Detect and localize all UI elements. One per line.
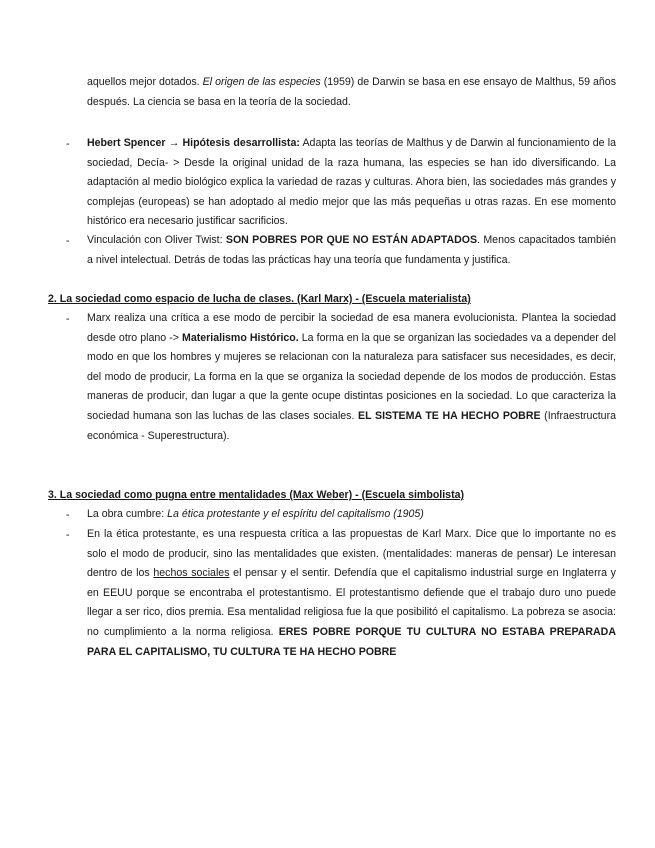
paragraph-text: (Infraestructura económica - Superestructura).	[87, 409, 616, 442]
book-title: El origen de las especies	[202, 76, 321, 88]
paragraph-text: Adapta las teorías de Malthus y de Darwin al funcionamiento de la sociedad, Decía- > Desde la original unidad de la raza humana, las especies se han ido diversificando. La adaptación al medio biológico explica la variedad de razas y culturas. Ahora bien, las sociedades más grandes y complejas (europeas) se han adoptado al medio mejor que las más pequeñas u otras razas. En ese momento histórico era necesario justificar sacrificios.	[87, 137, 616, 228]
cumbre-paragraph	[87, 505, 616, 525]
paragraph-text: La obra cumbre:	[87, 508, 168, 520]
twist-paragraph	[87, 231, 616, 270]
bullet-marker: -	[66, 313, 70, 325]
marx-paragraph	[87, 309, 616, 446]
paragraph-text: En la ética protestante, es una respuesta crítica a las propuestas de Karl Marx. Dice que lo importante no es solo el modo de producir, sino las mentalidades que existen. (mentalidades: maneras de pensar) Le interesan dentro de los	[87, 528, 616, 580]
paragraph-text: . Menos capacitados también a nivel intelectual. Detrás de todas las prácticas hay una teoría que fundamenta y justifica.	[87, 234, 617, 266]
spencer-paragraph	[87, 134, 616, 232]
weber-paragraph	[87, 525, 616, 662]
bullet-marker: -	[66, 138, 70, 150]
paragraph-text: el pensar y el sentir. Defendía que el capitalismo industrial surge en Inglaterra y en EEUU porque se encontraba el protestantismo. El protestantismo defiende que el trabajo duro uno puede llegar a ser rico, dios premia. Esa mentalidad religiosa fue la que posibilitó el capitalismo. La pobreza se asocia: no cumplimiento a la norma religiosa.	[87, 567, 616, 638]
section-heading-3: 3. La sociedad como pugna entre mentalidades (Max Weber) - (Escuela simbolista)	[48, 489, 465, 501]
bullet-marker: -	[66, 529, 70, 541]
spencer-title: Hebert Spencer → Hipótesis desarrollista:	[87, 137, 300, 149]
emphasis-text: SON POBRES POR QUE NO ESTÁN ADAPTADOS	[225, 234, 478, 246]
underlined-term: hechos sociales	[153, 567, 230, 580]
book-title: La ética protestante y el espíritu del capitalismo (1905)	[167, 508, 424, 520]
emphasis-text: Materialismo Histórico.	[182, 331, 299, 344]
continuation-paragraph	[87, 73, 616, 112]
emphasis-text: EL SISTEMA TE HA HECHO POBRE	[358, 409, 541, 422]
paragraph-text: Vinculación con Oliver Twist:	[87, 234, 226, 246]
paragraph-text: aquellos mejor dotados.	[87, 76, 203, 88]
section-heading-2: 2. La sociedad como espacio de lucha de clases. (Karl Marx) - (Escuela materialista)	[48, 293, 471, 305]
bullet-marker: -	[66, 509, 70, 521]
paragraph-text: La forma en la que se organizan las sociedades va a depender del modo en que los hombres y mujeres se relacionan con la naturaleza para satisfacer sus necesidades, es decir, del modo de producir, La forma en la que se organiza la sociedad depende de los modos de producción. Estas maneras de producir, dan lugar a que la gente ocupe distintas posiciones en la sociedad. Lo que caracteriza la sociedad humana son las luchas de las clases sociales.	[87, 331, 617, 422]
paragraph-text: (1959) de Darwin se basa en ese ensayo de Malthus, 59 años después. La ciencia se basa en la teoría de la sociedad.	[87, 76, 616, 108]
bullet-marker: -	[66, 235, 70, 247]
emphasis-text: ERES POBRE PORQUE TU CULTURA NO ESTABA PREPARADA PARA EL CAPITALISMO, TU CULTURA TE HA HECHO POBRE	[87, 625, 616, 658]
paragraph-text: Marx realiza una crítica a ese modo de percibir la sociedad de esa manera evolucionista. Plantea la sociedad desde otro plano ->	[87, 312, 616, 344]
